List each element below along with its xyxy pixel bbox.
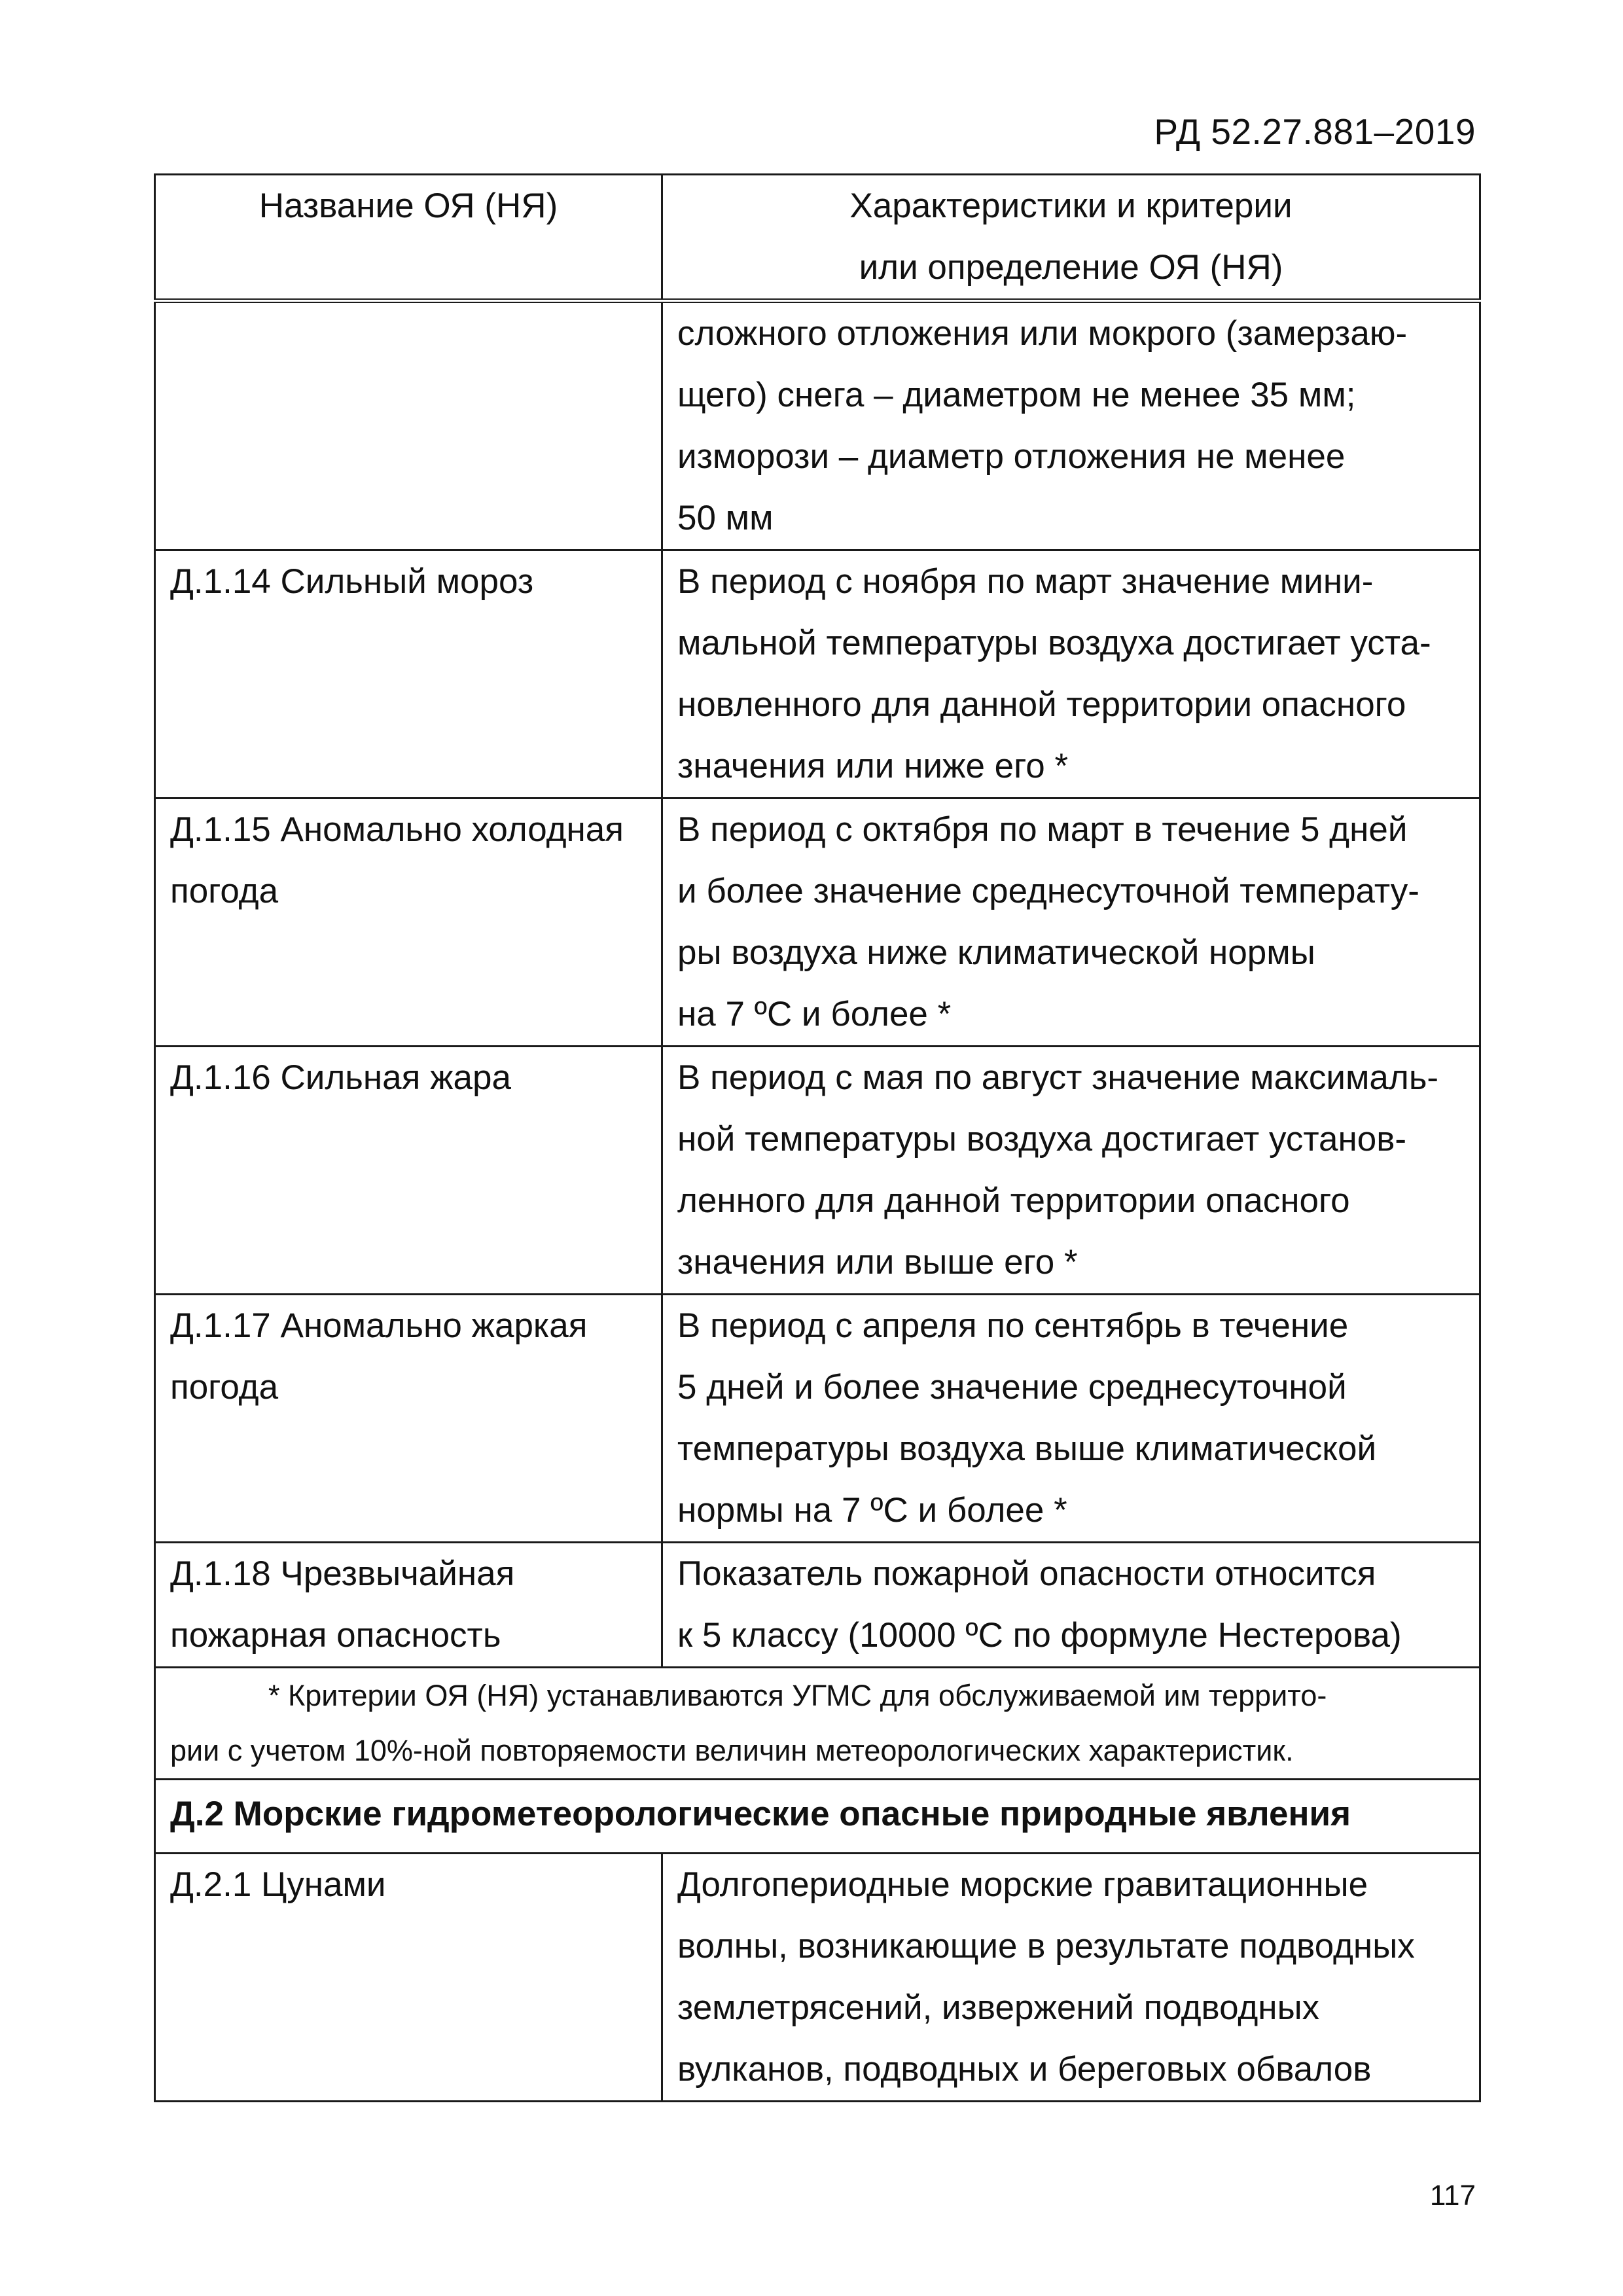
table-row-d1-18 [155,1543,1480,1668]
page-number: 117 [1429,2179,1476,2212]
name-cell [155,798,662,1047]
criteria-cell [662,1295,1480,1543]
criteria-line: вулканов, подводных и береговых обвалов [677,2050,1372,2089]
hazard-criteria-table [154,173,1481,2102]
column-header-criteria-line: или определение ОЯ (НЯ) [859,248,1283,287]
criteria-line: нормы на 7 ºС и более * [677,1491,1067,1530]
criteria-cell [662,1854,1480,2102]
table-row-d1-16 [155,1047,1480,1295]
criteria-line: 5 дней и более значение среднесуточной [677,1368,1347,1407]
table-row-d2-1 [155,1854,1480,2102]
name-cell [155,1543,662,1668]
table-row-d1-14 [155,550,1480,798]
criteria-line: Показатель пожарной опасности относится [677,1554,1376,1593]
hazard-name-line: погода [170,872,279,910]
hazard-name-line: погода [170,1368,279,1407]
hazard-name-line: Д.1.16 Сильная жара [170,1058,511,1097]
column-header-name-text: Название ОЯ (НЯ) [259,187,558,225]
criteria-line: на 7 ºС и более * [677,995,952,1033]
hazard-name-line: Д.2.1 Цунами [170,1865,386,1904]
criteria-line: В период с мая по август значение максималь- [677,1058,1439,1097]
name-cell [155,550,662,798]
criteria-line: щего) снега – диаметром не менее 35 мм; [677,376,1356,414]
criteria-cell [662,301,1480,550]
name-cell [155,1047,662,1295]
hazard-name-line: Д.1.17 Аномально жаркая [170,1306,588,1345]
criteria-line: Долгопериодные морские гравитационные [677,1865,1368,1904]
criteria-line: новленного для данной территории опасного [677,685,1406,724]
column-header-name [155,175,662,301]
name-cell [155,1295,662,1543]
name-cell [155,1854,662,2102]
hazard-name-line: пожарная опасность [170,1616,501,1655]
criteria-cell [662,1543,1480,1668]
section-heading-row [155,1780,1480,1854]
footnote-line: * Критерии ОЯ (НЯ) устанавливаются УГМС для обслуживаемой им террито- [268,1679,1327,1712]
criteria-line: сложного отложения или мокрого (замерзаю- [677,314,1408,353]
criteria-cell [662,798,1480,1047]
table-header-row [155,175,1480,301]
criteria-line: и более значение среднесуточной температу- [677,872,1419,910]
section-heading: Д.2 Морские гидрометеорологические опасные природные явления [155,1780,1480,1854]
criteria-line: температуры воздуха выше климатической [677,1429,1377,1468]
criteria-line: землетрясений, извержений подводных [677,1988,1320,2027]
criteria-line: В период с ноября по март значение мини- [677,562,1374,601]
footnote-row [155,1668,1480,1780]
criteria-line: ной температуры воздуха достигает установ- [677,1120,1407,1158]
criteria-line: ры воздуха ниже климатической нормы [677,933,1315,972]
footnote-line: рии с учетом 10%-ной повторяемости величин метеорологических характеристик. [170,1734,1294,1767]
criteria-line: волны, возникающие в результате подводных [677,1927,1415,1965]
column-header-criteria [662,175,1480,301]
hazard-name-line: Д.1.15 Аномально холодная [170,810,624,849]
table-row-d1-17 [155,1295,1480,1543]
table-row-continuation [155,301,1480,550]
criteria-cell [662,550,1480,798]
hazard-name-line: Д.1.14 Сильный мороз [170,562,534,601]
hazard-name-line: Д.1.18 Чрезвычайная [170,1554,515,1593]
criteria-line: В период с апреля по сентябрь в течение [677,1306,1349,1345]
criteria-line: к 5 классу (10000 ºС по формуле Нестерова) [677,1616,1402,1655]
criteria-line: изморози – диаметр отложения не менее [677,437,1346,476]
document-code: РД 52.27.881–2019 [1154,111,1476,152]
column-header-criteria-line: Характеристики и критерии [849,187,1293,225]
name-cell [155,301,662,550]
criteria-line: значения или ниже его * [677,747,1069,785]
criteria-line: 50 мм [677,499,774,537]
footnote-cell [155,1668,1480,1780]
table-row-d1-15 [155,798,1480,1047]
criteria-line: В период с октября по март в течение 5 дней [677,810,1408,849]
criteria-line: значения или выше его * [677,1243,1078,1282]
criteria-cell [662,1047,1480,1295]
criteria-line: ленного для данной территории опасного [677,1181,1350,1220]
criteria-line: мальной температуры воздуха достигает уста- [677,624,1431,662]
